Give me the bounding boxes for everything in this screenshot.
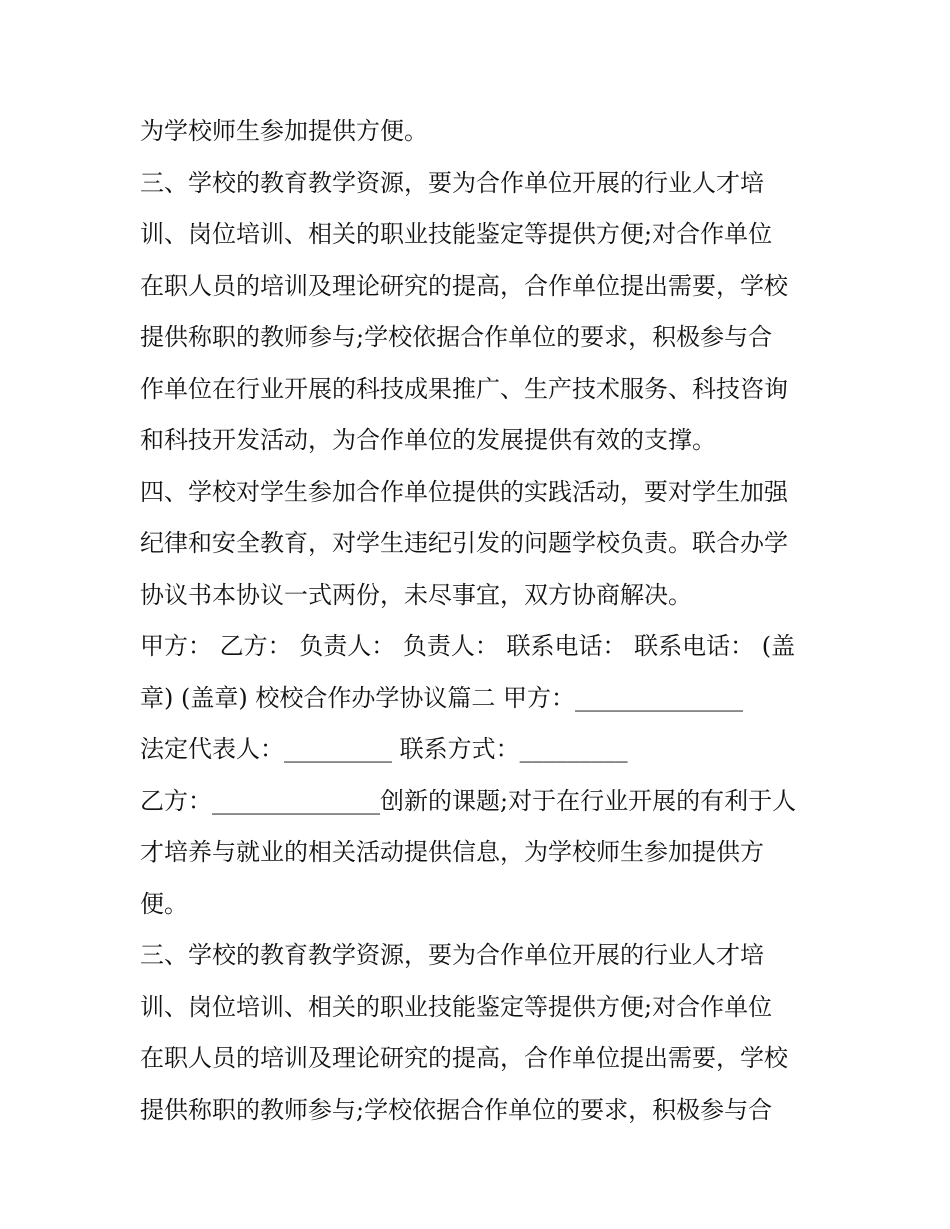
- text-line: 乙方：______________创新的课题;对于在行业开展的有利于人: [140, 786, 797, 815]
- text-line: 协议书本协议一式两份，未尽事宜，双方协商解决。: [140, 580, 692, 609]
- text-line: 四、学校对学生参加合作单位提供的实践活动，要对学生加强: [140, 477, 788, 506]
- paragraph: [140, 158, 820, 467]
- text-line: 三、学校的教育教学资源，要为合作单位开展的行业人才培: [140, 941, 764, 969]
- text-line: 在职人员的培训及理论研究的提高，合作单位提出需要，学校: [140, 271, 788, 300]
- paragraph: [140, 106, 820, 158]
- text-line: 法定代表人：_________ 联系方式：_________: [140, 735, 628, 763]
- signature-block: [140, 621, 820, 724]
- paragraph: [140, 930, 820, 1136]
- text-line: 为学校师生参加提供方便。: [140, 117, 428, 145]
- text-line: 作单位在行业开展的科技成果推广、生产技术服务、科技咨询: [140, 374, 788, 403]
- document-body: [140, 106, 820, 1136]
- text-line: 训、岗位培训、相关的职业技能鉴定等提供方便;对合作单位: [140, 992, 773, 1021]
- text-line: 提供称职的教师参与;学校依据合作单位的要求，积极参与合: [140, 1095, 773, 1124]
- text-line: 提供称职的教师参与;学校依据合作单位的要求，积极参与合: [140, 323, 773, 351]
- text-line: 和科技开发活动，为合作单位的发展提供有效的支撑。: [140, 426, 716, 454]
- text-line: 章) (盖章) 校校合作办学协议篇二 甲方：______________: [140, 683, 743, 712]
- text-line: 甲方： 乙方： 负责人： 负责人： 联系电话： 联系电话： (盖: [140, 632, 796, 660]
- text-line: 训、岗位培训、相关的职业技能鉴定等提供方便;对合作单位: [140, 220, 773, 248]
- representative-line: [140, 724, 820, 776]
- paragraph: [140, 776, 820, 931]
- text-line: 便。: [140, 889, 188, 918]
- text-line: 纪律和安全教育，对学生违纪引发的问题学校负责。联合办学: [140, 529, 788, 557]
- paragraph: [140, 467, 820, 622]
- text-line: 才培养与就业的相关活动提供信息，为学校师生参加提供方: [140, 838, 764, 866]
- text-line: 三、学校的教育教学资源，要为合作单位开展的行业人才培: [140, 168, 764, 197]
- text-line: 在职人员的培训及理论研究的提高，合作单位提出需要，学校: [140, 1044, 788, 1072]
